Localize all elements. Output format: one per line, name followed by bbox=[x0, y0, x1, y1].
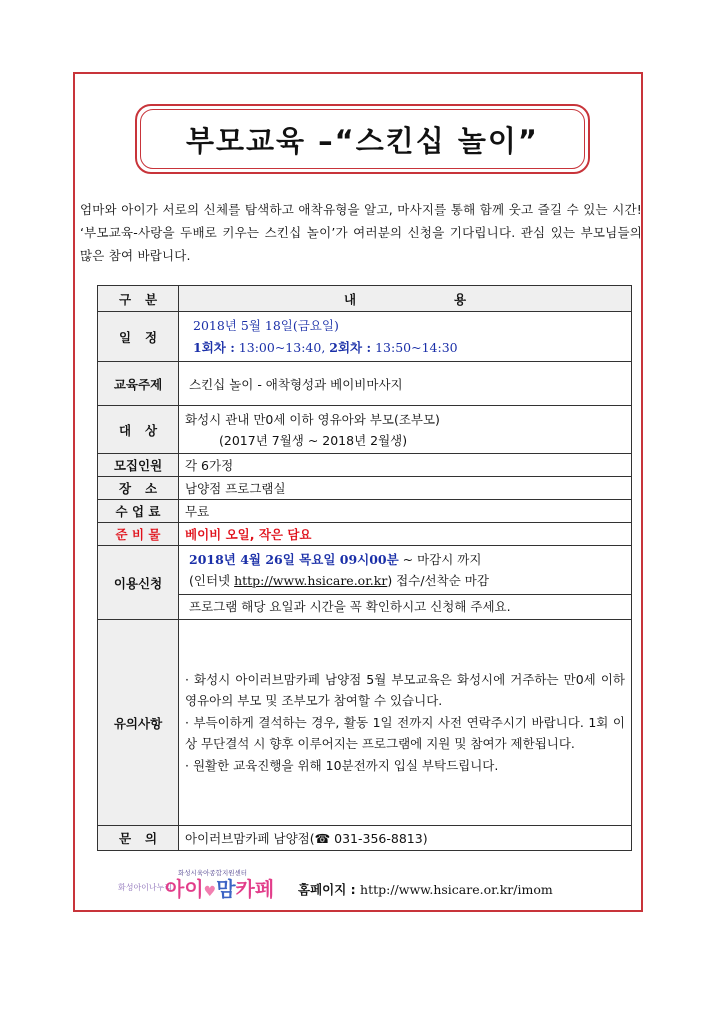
row-place bbox=[98, 477, 632, 500]
label-fee: 수 업 료 bbox=[98, 500, 179, 523]
footer bbox=[118, 868, 618, 908]
imom-cafe-logo: 아이♥맘카페 bbox=[165, 877, 275, 901]
website-link[interactable]: http://www.hsicare.or.kr bbox=[234, 573, 388, 588]
notice-item: · 원활한 교육진행을 위해 10분전까지 입실 부탁드립니다. bbox=[185, 757, 499, 773]
table-header-row bbox=[98, 286, 632, 312]
heart-icon: ♥ bbox=[203, 884, 217, 900]
label-supplies: 준 비 물 bbox=[98, 523, 179, 546]
value-notice bbox=[179, 620, 632, 826]
value-supplies: 베이비 오일, 작은 담요 bbox=[179, 523, 632, 546]
apply-date: 2018년 4월 26일 목요일 09시00분 ~ 마감시 까지 bbox=[189, 552, 482, 567]
notice-item: · 화성시 아이러브맘카페 남양점 5월 부모교육은 화성시에 거주하는 만0세 이하 영유아의 부모 및 조부모가 참여할 수 있습니다. bbox=[185, 671, 625, 709]
label-recruit: 모집인원 bbox=[98, 454, 179, 477]
value-recruit: 각 6가정 bbox=[179, 454, 632, 477]
label-apply: 이용신청 bbox=[98, 546, 179, 620]
page-title: 부모교육 –“스킨십 놀이” bbox=[140, 109, 585, 169]
row-apply bbox=[98, 546, 632, 620]
label-place: 장 소 bbox=[98, 477, 179, 500]
apply-note: 프로그램 해당 요일과 시간을 꼭 확인하시고 신청해 주세요. bbox=[189, 599, 511, 614]
row-target bbox=[98, 406, 632, 454]
label-target: 대 상 bbox=[98, 406, 179, 454]
date-text: 2018년 5월 18일(금요일) bbox=[193, 317, 339, 333]
value-topic: 스킨십 놀이 - 애착형성과 베이비마사지 bbox=[179, 362, 632, 406]
value-apply bbox=[179, 546, 632, 620]
label-notice: 유의사항 bbox=[98, 620, 179, 826]
row-notice bbox=[98, 620, 632, 826]
row-date bbox=[98, 312, 632, 362]
value-fee: 무료 bbox=[179, 500, 632, 523]
intro-paragraph: 엄마와 아이가 서로의 신체를 탐색하고 애착유형을 알고, 마사지를 통해 함께 웃고 즐길 수 있는 시간! ‘부모교육-사랑을 두배로 키우는 스킨십 놀이’가 여러분의 신청을 기다립니다. 관심 있는 부모님들의 많은 참여 바랍니다. bbox=[80, 202, 642, 263]
header-category: 구 분 bbox=[98, 286, 179, 312]
value-date bbox=[179, 312, 632, 362]
logo-tagline: 화성시육아종합지원센터 bbox=[178, 869, 248, 877]
header-content: 내 용 bbox=[179, 286, 632, 312]
label-topic: 교육주제 bbox=[98, 362, 179, 406]
info-table bbox=[97, 285, 632, 851]
label-contact: 문 의 bbox=[98, 826, 179, 851]
value-target: 화성시 관내 만0세 이하 영유아와 부모(조부모) (2017년 7월생 ~ 2018년 2월생) bbox=[179, 406, 632, 454]
logo-small-text: 화성아이나누리 bbox=[118, 883, 173, 892]
title-box bbox=[135, 104, 590, 174]
row-recruit bbox=[98, 454, 632, 477]
session-times: 1회차 : 13:00~13:40, 2회차 : 13:50~14:30 bbox=[193, 339, 458, 355]
notice-item: · 부득이하게 결석하는 경우, 활동 1일 전까지 사전 연락주시기 바랍니다. 1회 이상 무단결석 시 향후 이루어지는 프로그램에 지원 및 참여가 제한됩니다. bbox=[185, 714, 625, 752]
row-topic bbox=[98, 362, 632, 406]
homepage-link[interactable]: http://www.hsicare.or.kr/imom bbox=[360, 882, 553, 897]
value-place: 남양점 프로그램실 bbox=[179, 477, 632, 500]
row-supplies bbox=[98, 523, 632, 546]
value-contact: 아이러브맘카페 남양점(☎ 031-356-8813) bbox=[179, 826, 632, 851]
label-date: 일 정 bbox=[98, 312, 179, 362]
row-contact bbox=[98, 826, 632, 851]
homepage-info: 홈페이지 : http://www.hsicare.or.kr/imom bbox=[298, 882, 553, 897]
apply-method: (인터넷 http://www.hsicare.or.kr) 접수/선착순 마감 bbox=[189, 573, 489, 588]
row-fee bbox=[98, 500, 632, 523]
